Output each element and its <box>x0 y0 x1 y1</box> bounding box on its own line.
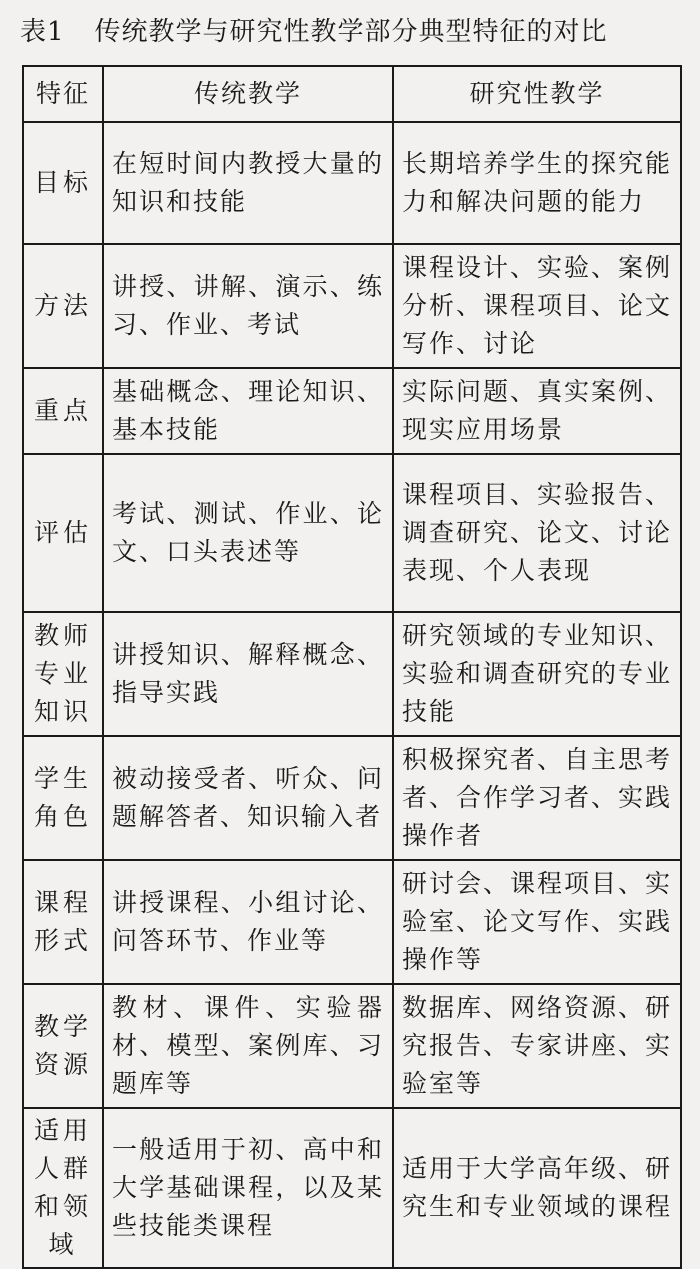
feature-cell: 学生角色 <box>23 736 103 860</box>
traditional-cell: 讲授知识、解释概念、指导实践 <box>103 612 393 736</box>
traditional-cell: 基础概念、理论知识、基本技能 <box>103 368 393 454</box>
feature-cell: 教师专业知识 <box>23 612 103 736</box>
research-cell: 长期培养学生的探究能力和解决问题的能力 <box>393 122 681 244</box>
research-cell: 适用于大学高年级、研究生和专业领域的课程 <box>393 1108 681 1268</box>
feature-cell: 适用人群和领域 <box>23 1108 103 1268</box>
research-cell: 数据库、网络资源、研究报告、专家讲座、实验室等 <box>393 984 681 1108</box>
traditional-cell: 考试、测试、作业、论文、口头表述等 <box>103 454 393 612</box>
traditional-cell: 被动接受者、听众、问题解答者、知识输入者 <box>103 736 393 860</box>
table-row <box>23 1108 681 1268</box>
traditional-cell: 教材、课件、实验器材、模型、案例库、习题库等 <box>103 984 393 1108</box>
feature-cell: 方法 <box>23 244 103 368</box>
traditional-cell: 在短时间内教授大量的知识和技能 <box>103 122 393 244</box>
research-cell: 积极探究者、自主思考者、合作学习者、实践操作者 <box>393 736 681 860</box>
feature-cell: 重点 <box>23 368 103 454</box>
table-row <box>23 612 681 736</box>
header-research: 研究性教学 <box>393 66 681 122</box>
table-title: 传统教学与研究性教学部分典型特征的对比 <box>94 17 608 47</box>
traditional-cell: 讲授课程、小组讨论、问答环节、作业等 <box>103 860 393 984</box>
research-cell: 研究领域的专业知识、实验和调查研究的专业技能 <box>393 612 681 736</box>
research-cell: 实际问题、真实案例、现实应用场景 <box>393 368 681 454</box>
feature-cell: 课程形式 <box>23 860 103 984</box>
table-row <box>23 454 681 612</box>
table-row <box>23 122 681 244</box>
table-row <box>23 736 681 860</box>
research-cell: 研讨会、课程项目、实验室、论文写作、实践操作等 <box>393 860 681 984</box>
table-row <box>23 368 681 454</box>
table-row <box>23 860 681 984</box>
header-feature: 特征 <box>23 66 103 122</box>
feature-cell: 目标 <box>23 122 103 244</box>
traditional-cell: 讲授、讲解、演示、练习、作业、考试 <box>103 244 393 368</box>
table-number: 表1 <box>20 17 65 47</box>
table-caption <box>20 10 608 54</box>
feature-cell: 教学资源 <box>23 984 103 1108</box>
feature-cell: 评估 <box>23 454 103 612</box>
table-row <box>23 244 681 368</box>
table-header-row <box>23 66 681 122</box>
traditional-cell: 一般适用于初、高中和大学基础课程，以及某些技能类课程 <box>103 1108 393 1268</box>
research-cell: 课程设计、实验、案例分析、课程项目、论文写作、讨论 <box>393 244 681 368</box>
comparison-table <box>22 65 682 1269</box>
header-traditional: 传统教学 <box>103 66 393 122</box>
table-row <box>23 984 681 1108</box>
research-cell: 课程项目、实验报告、调查研究、论文、讨论表现、个人表现 <box>393 454 681 612</box>
